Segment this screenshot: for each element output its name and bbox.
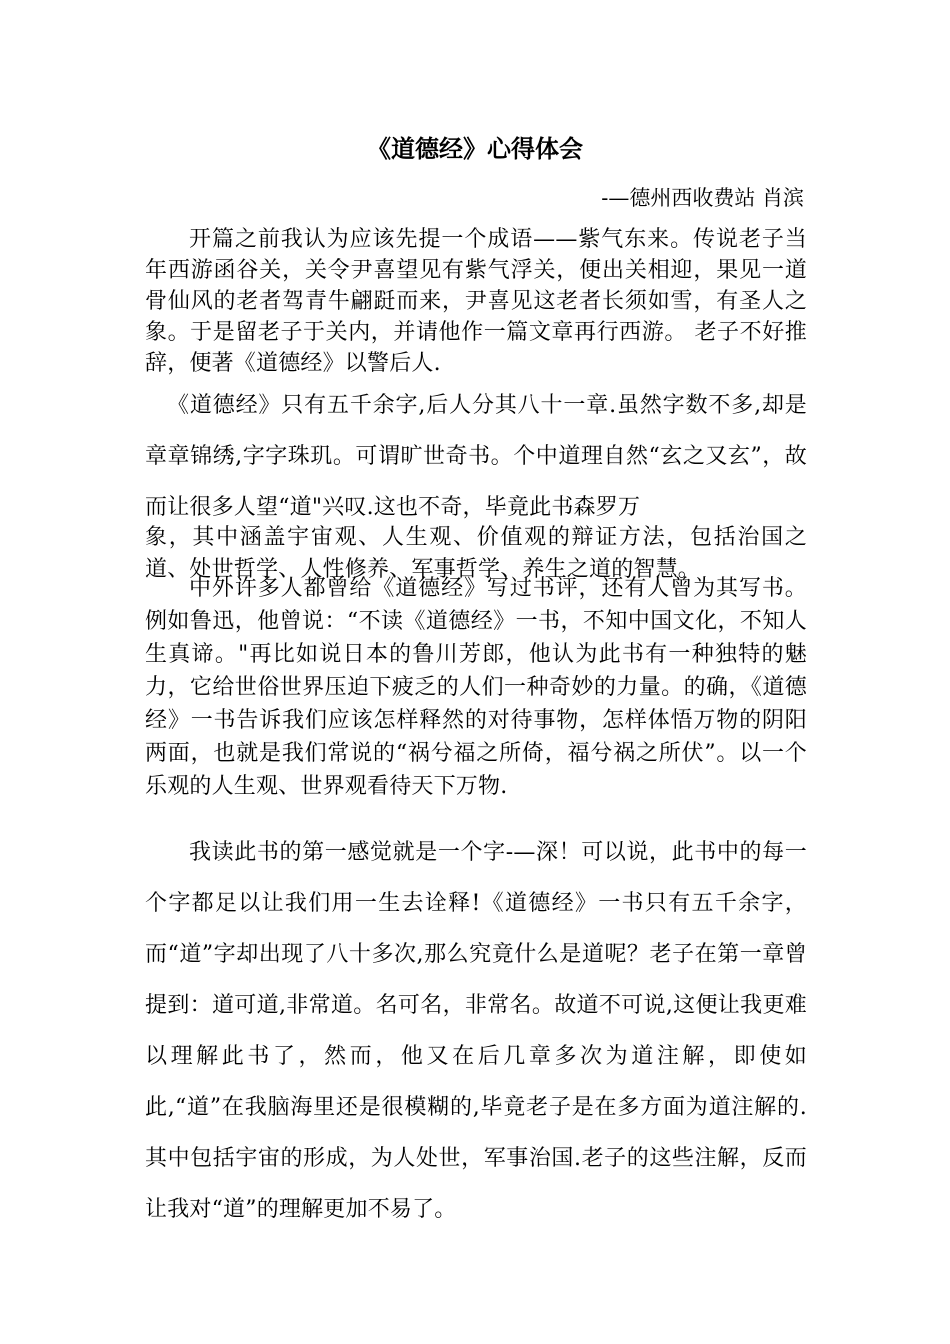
paragraph-purple-qi: 开篇之前我认为应该先提一个成语——紫气东来。传说老子当年西游函谷关，关令尹喜望见有紫气浮关，便出关相迎，果见一道骨仙风的老者驾青牛翩跹而来，尹喜见这老者长须如雪，有圣人之象。于是留老子于关内，并请他作一篇文章再行西游。 老子不好推辞，便著《道德经》以警后人. [145, 227, 807, 376]
paragraph-first-impression: 我读此书的第一感觉就是一个字-—深！可以说，此书中的每一个字都足以让我们用一生去诠释!《道德经》一书只有五千余字，而“道”字却出现了八十多次,那么究竟什么是道呢？老子在第一章曾提到：道可道,非常道。名可名，非常名。故道不可说,这便让我更难以理解此书了，然而，他又在后几章多次为道注解，即使如此,“道”在我脑海里还是很模糊的,毕竟老子是在多方面为道注解的.其中包括宇宙的形成，为人处世，军事治国.老子的这些注解，反而让我对“道”的理解更加不易了。 [145, 840, 807, 1222]
paragraph-reviews: 中外许多人都曾给《道德经》写过书评，还有人曾为其写书。例如鲁迅，他曾说：“不读《道德经》一书，不知中国文化，不知人生真谛。"再比如说日本的鲁川芳郎，他认为此书有一种独特的魅力，它给世俗世界压迫下疲乏的人们一种奇妙的力量。的确，《道德经》一书告诉我们应该怎样释然的对待事物，怎样体悟万物的阴阳两面，也就是我们常说的“祸兮福之所倚，福兮祸之所伏”。以一个乐观的人生观、世界观看待天下万物. [145, 576, 807, 799]
paragraph-worldview: 象，其中涵盖宇宙观、人生观、价值观的辩证方法，包括治国之道、处世哲学、人性修养、军事哲学、养生之道的智慧。 [145, 525, 807, 582]
document-title: 《道德经》心得体会 [367, 135, 583, 163]
author-byline: -—德州西收费站 肖滨 [601, 186, 804, 210]
paragraph-five-thousand-words: 《道德经》只有五千余字,后人分其八十一章.虽然字数不多,却是章章锦绣,字字珠玑。可谓旷世奇书。个中道理自然“玄之又玄”，故而让很多人望“道"兴叹.这也不奇，毕竟此书森罗万 [145, 393, 807, 520]
